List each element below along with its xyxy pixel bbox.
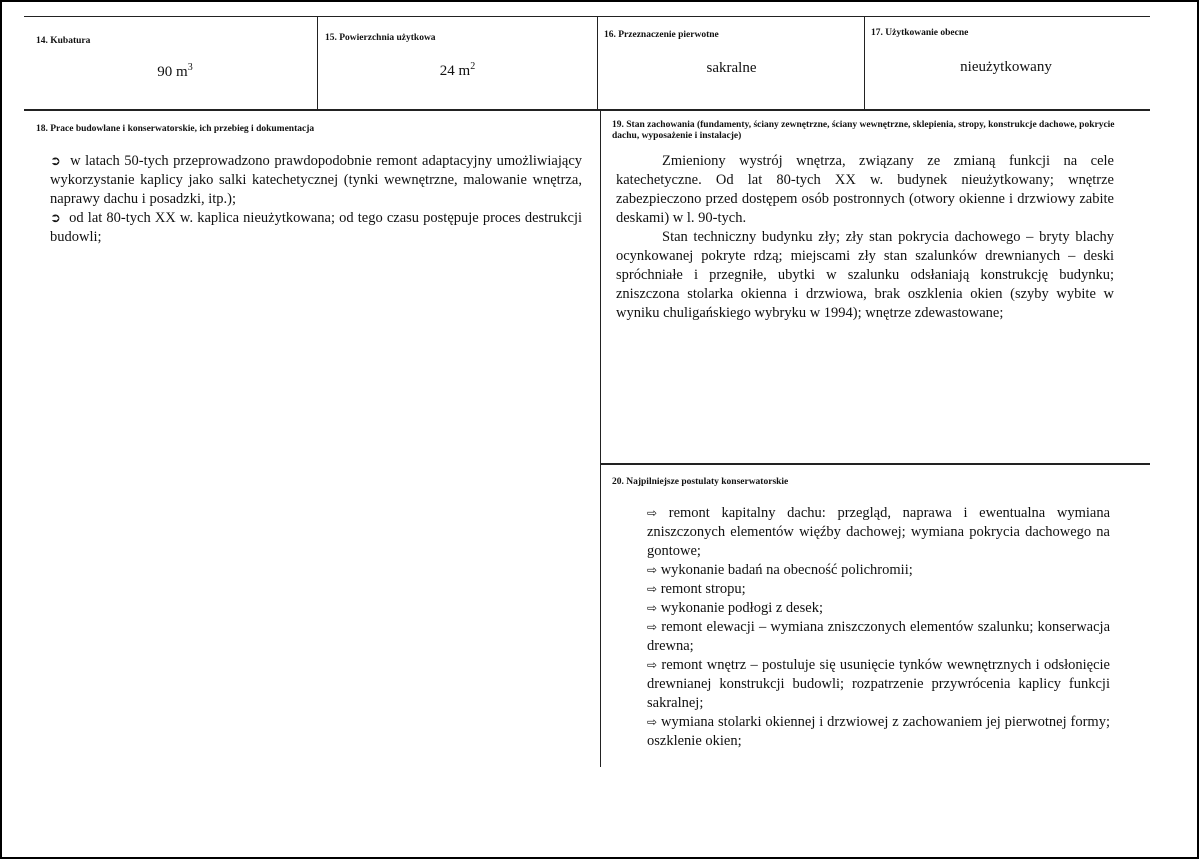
- section19-body: [616, 152, 1114, 323]
- section20-label: 20. Najpilniejsze postulaty konserwatorskie: [612, 477, 789, 487]
- page-border-left: [0, 0, 2, 859]
- powierzchnia-label: 15. Powierzchnia użytkowa: [325, 33, 436, 43]
- section19-bottom-line: [601, 463, 1150, 465]
- header-divider-1: [317, 16, 318, 110]
- arrow-right-icon: ⇨: [647, 582, 658, 596]
- arrow-bullet-icon: ➲: [50, 154, 61, 169]
- section20-item: ⇨ remont wnętrz – postuluje się usunięcie tynków wewnętrznych i odsłonięcie drewnianej konstrukcji budowli; rozpatrzenie przywrócenia kaplicy funkcji sakralnej;: [647, 657, 1110, 711]
- section20-item: ⇨ wymiana stolarki okiennej i drzwiowej z zachowaniem jej pierwotnej formy; oszklenie okien;: [647, 714, 1110, 749]
- section18-item: ➲ w latach 50-tych przeprowadzono prawdopodobnie remont adaptacyjny umożliwiający wykorzystanie kaplicy jako salki katechetycznej (tynki wewnętrzne, malowanie wnętrza, naprawy dachu i posadzki, itp.);: [50, 153, 583, 207]
- section19-paragraph: Stan techniczny budynku zły; zły stan pokrycia dachowego – bryty blachy ocynkowanej pokryte rdzą; miejscami zły stan szalunków drewnianych – deski spróchniałe i przegniłe, ubytki w szalunku odsłaniają konstrukcję budynku; zniszczona stolarka okienna i drzwiowa, brak oszklenia okien (szyby wybite w wyniku chuligańskiego wybryku w 1994); wnętrze zdewastowane;: [616, 229, 1114, 321]
- header-divider-3: [864, 16, 865, 110]
- main-column-divider: [600, 110, 601, 767]
- kubatura-value: 90 $m^3$: [157, 62, 193, 80]
- header-divider-2: [597, 16, 598, 110]
- arrow-right-icon: ⇨: [647, 620, 658, 634]
- section20-item: ⇨ remont kapitalny dachu: przegląd, naprawa i ewentualna wymiana zniszczonych elementów więźby dachowej; wymiana pokrycia dachowego na gontowe;: [647, 505, 1111, 559]
- section20-body: [647, 504, 1110, 751]
- przeznaczenie-value: sakralne: [706, 60, 757, 76]
- section18-label: 18. Prace budowlane i konserwatorskie, ich przebieg i dokumentacja: [36, 124, 315, 134]
- przeznaczenie-label: 16. Przeznaczenie pierwotne: [604, 30, 719, 40]
- kubatura-label: 14. Kubatura: [36, 36, 91, 46]
- arrow-right-icon: ⇨: [647, 506, 658, 520]
- section20-item: ⇨ wykonanie podłogi z desek;: [647, 600, 823, 616]
- section20-item: ⇨ remont stropu;: [647, 581, 746, 597]
- uzytkowanie-label: 17. Użytkowanie obecne: [871, 28, 969, 38]
- section18-body: [50, 152, 582, 247]
- arrow-bullet-icon: ➲: [50, 211, 61, 226]
- page-border-top: [0, 0, 1199, 2]
- powierzchnia-value: 24 $m^2$: [439, 61, 476, 79]
- section19-label: 19. Stan zachowania (fundamenty, ściany zewnętrzne, ściany wewnętrzne, sklepienia, stropy, konstrukcje dachowe, pokrycie dachu, wyposażenie i instalacje): [612, 120, 1115, 141]
- section19-paragraph: Zmieniony wystrój wnętrza, związany ze zmianą funkcji na cele katechetyczne. Od lat 80-tych XX w. budynek nieużytkowany; wnętrze zabezpieczono przed dostępem osób postronnych (otwory okienne i drzwiowy zabite deskami) w l. 90-tych.: [616, 153, 1114, 226]
- arrow-right-icon: ⇨: [647, 563, 658, 577]
- arrow-right-icon: ⇨: [647, 658, 658, 672]
- section20-item: ⇨ remont elewacji – wymiana zniszczonych elementów szalunku; konserwacja drewna;: [647, 619, 1111, 654]
- arrow-right-icon: ⇨: [647, 601, 658, 615]
- section20-item: ⇨ wykonanie badań na obecność polichromii;: [647, 562, 913, 578]
- section18-item: ➲ od lat 80-tych XX w. kaplica nieużytkowana; od tego czasu postępuje proces destrukcji budowli;: [50, 210, 583, 245]
- uzytkowanie-value: nieużytkowany: [960, 59, 1052, 75]
- arrow-right-icon: ⇨: [647, 715, 658, 729]
- table-top-line: [24, 16, 1150, 17]
- header-row-bottom-line: [24, 109, 1150, 111]
